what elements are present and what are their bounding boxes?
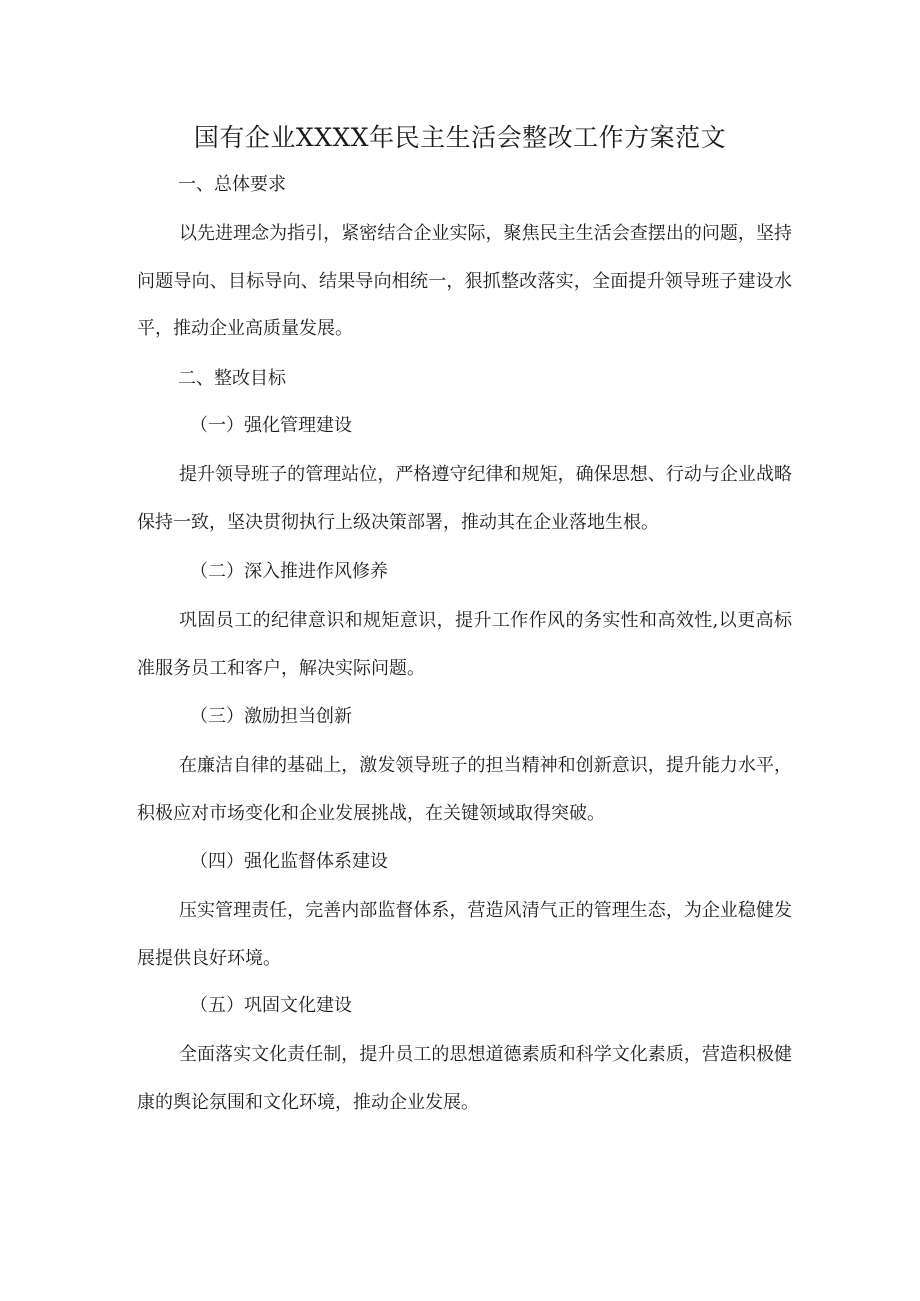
subsection-5-paragraph: 全面落实文化责任制，提升员工的思想道德素质和科学文化素质，营造积极健康的舆论氛围和文化环境，推动企业发展。 bbox=[137, 1044, 792, 1113]
subsection-heading-1: （一）强化管理建设 bbox=[190, 415, 352, 436]
subsection-heading-2: （二）深入推进作风修养 bbox=[190, 561, 388, 582]
subsection-heading-3: （三）激励担当创新 bbox=[190, 706, 352, 727]
subsection-3-paragraph: 在廉洁自律的基础上，激发领导班子的担当精神和创新意识，提升能力水平，积极应对市场变化和企业发展挑战，在关键领域取得突破。 bbox=[137, 755, 792, 824]
document-title: 国有企业XXXX年民主生活会整改工作方案范文 bbox=[193, 123, 727, 152]
subsection-heading-5: （五）巩固文化建设 bbox=[190, 995, 352, 1016]
subsection-2-paragraph: 巩固员工的纪律意识和规矩意识，提升工作作风的务实性和高效性,以更高标准服务员工和客户，解决实际问题。 bbox=[137, 610, 792, 679]
section-heading-1: 一、总体要求 bbox=[178, 174, 286, 195]
subsection-1-paragraph: 提升领导班子的管理站位，严格遵守纪律和规矩，确保思想、行动与企业战略保持一致，坚决贯彻执行上级决策部署，推动其在企业落地生根。 bbox=[137, 464, 792, 533]
subsection-4-paragraph: 压实管理责任，完善内部监督体系，营造风清气正的管理生态，为企业稳健发展提供良好环境。 bbox=[137, 900, 792, 969]
section-heading-2: 二、整改目标 bbox=[178, 368, 286, 389]
subsection-heading-4: （四）强化监督体系建设 bbox=[190, 851, 388, 872]
section-1-paragraph: 以先进理念为指引，紧密结合企业实际，聚焦民主生活会查摆出的问题，坚持问题导向、目标导向、结果导向相统一，狠抓整改落实，全面提升领导班子建设水平，推动企业高质量发展。 bbox=[137, 223, 792, 339]
